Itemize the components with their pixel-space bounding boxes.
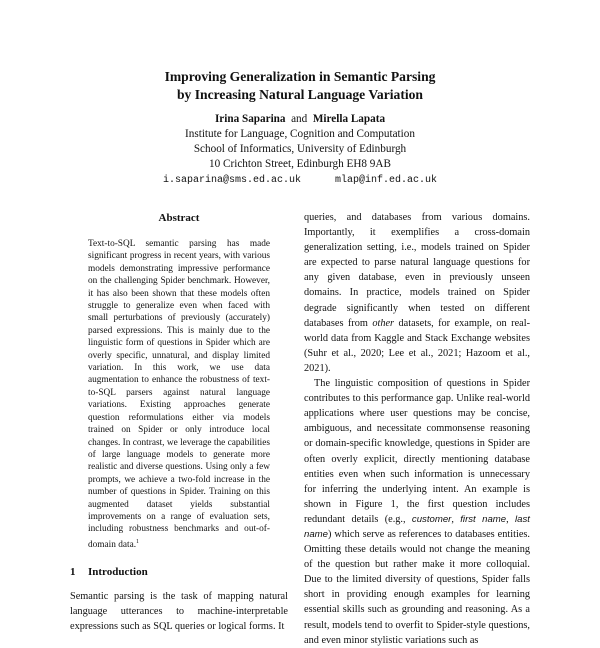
- author-emails: [0, 173, 600, 188]
- right-column: [304, 210, 530, 648]
- affiliation-3: 10 Crichton Street, Edinburgh EH8 9AB: [209, 158, 391, 170]
- separator-2: ,: [506, 513, 516, 525]
- author-2: Mirella Lapata: [312, 113, 386, 125]
- section-title: Introduction: [88, 566, 148, 579]
- email-2: mlap@inf.ed.ac.uk: [335, 175, 438, 186]
- paper-title: [0, 68, 600, 104]
- left-column: [70, 210, 288, 635]
- separator-1: ,: [451, 513, 461, 525]
- paragraph-2-text-a: The linguistic composition of questions in Spider contributes to this performance gap. Unlike real-world applications where user questions may be concise, ambiguous, and necessitate commonsense reasoning or domain-specific knowledge, questions in Spider are often overly explicit, directly mentioning database entities even when such information is unnecessary for inferring the underlying intent. An example is shown in Figure 1, the first question includes redundant details (e.g.,: [304, 378, 530, 525]
- section-number: 1: [70, 566, 76, 579]
- title-line-2: by Increasing Natural Language Variation: [177, 87, 423, 102]
- abstract-body: [70, 238, 288, 551]
- abstract-text: Text-to-SQL semantic parsing has made significant progress in recent years, with various models demonstrating impressive performance on the challenging Spider benchmark. However, it has also been shown that these models often struggle to generalize even when faced with small perturbations of previously (accurately) parsed expressions. This is mainly due to the linguistic form of questions in Spider which are overly specific, unnatural, and display limited variation. In this work, we use data augmentation to enhance the robustness of text-to-SQL parsers against natural language variations. Existing approaches generate question reformulations either via models trained on Spider or only introduce local changes. In contrast, we leverage the capabilities of large language models to generate more realistic and diverse questions. Using only a few prompts, we achieve a two-fold increase in the number of questions in Spider. Training on this augmented dataset yields substantial improvements on a range of evaluation sets, including robustness benchmarks and out-of-domain data.: [88, 239, 270, 550]
- author-1: Irina Saparina: [214, 113, 286, 125]
- paragraph-2-text-b: ) which serve as references to databases entities. Omitting these details would not change the meaning of the question but rather make it more colloquial. Due to the limited diversity of questions, Spider falls short in providing enough examples for learning essential skills such as grounding and reasoning. As a result, models tend to overfit to Spider-style questions, and even minor stylistic variations such as: [304, 528, 530, 646]
- paragraph-2: [304, 376, 530, 648]
- example-term-last-name: last name: [304, 513, 530, 540]
- paragraph-1-emphasis: other: [372, 317, 395, 329]
- author-names: [0, 112, 600, 127]
- affiliation-2: School of Informatics, University of Edinburgh: [193, 143, 407, 155]
- footnote-mark: 1: [136, 538, 140, 545]
- affiliation-1: Institute for Language, Cognition and Computation: [185, 128, 415, 140]
- introduction-text: Semantic parsing is the task of mapping natural language utterances to machine-interpretable expressions such as SQL queries or logical forms. It: [70, 591, 288, 633]
- email-1: i.saparina@sms.ed.ac.uk: [162, 175, 301, 186]
- section-heading-introduction: [70, 565, 288, 579]
- paragraph-1-text-b: datasets, for example, on real-world data from Kaggle and Stack Exchange websites (Suhr et al., 2020; Lee et al., 2021; Hazoom et al., 2021).: [304, 317, 530, 374]
- title-line-1: Improving Generalization in Semantic Parsing: [164, 69, 436, 84]
- abstract-heading: Abstract: [158, 212, 200, 224]
- example-term-customer: customer: [411, 513, 452, 525]
- paragraph-1: [304, 210, 530, 376]
- example-term-first-name: first name: [460, 513, 507, 525]
- paragraph-1-text-a: queries, and databases from various domains. Importantly, it exemplifies a cross-domain generalization setting, i.e., models trained on Spider are expected to parse natural language questions for any given database, even in previously unseen domains. In practice, models trained on Spider degrade significantly when tested on different databases from: [304, 212, 530, 329]
- author-block: [0, 112, 600, 188]
- author-and: and: [291, 113, 308, 125]
